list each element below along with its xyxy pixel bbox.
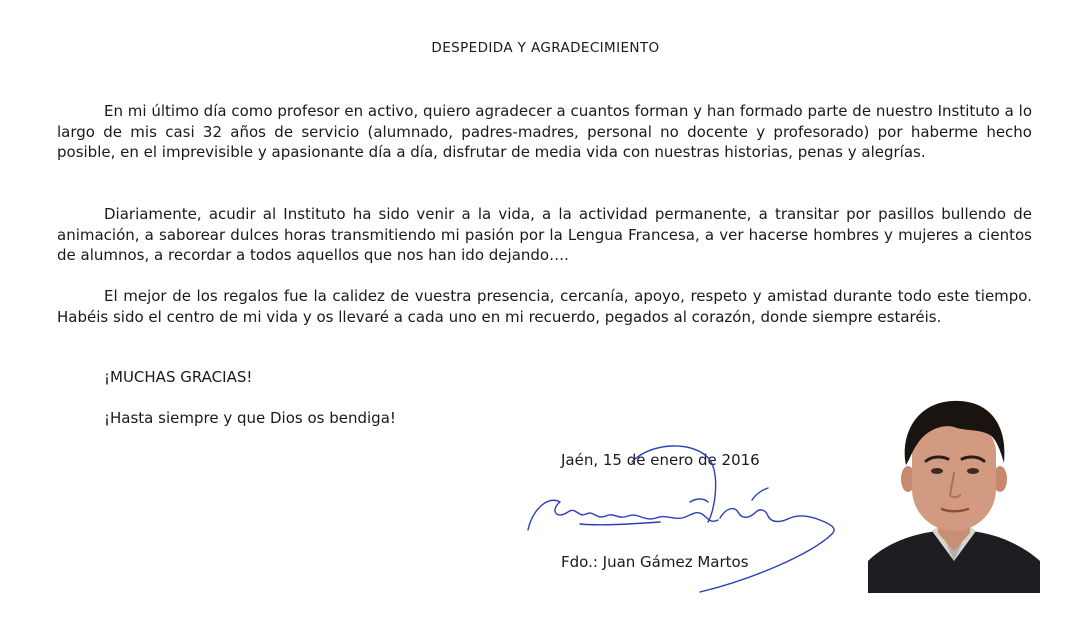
signed-by-line: Fdo.: Juan Gámez Martos (561, 553, 749, 571)
letter-title: DESPEDIDA Y AGRADECIMIENTO (431, 40, 660, 56)
thanks-line: ¡MUCHAS GRACIAS! (104, 368, 253, 386)
signature-icon (520, 440, 850, 600)
date-line: Jaén, 15 de enero de 2016 (561, 451, 760, 469)
farewell-line: ¡Hasta siempre y que Dios os bendiga! (104, 409, 396, 427)
paragraph-2: Diariamente, acudir al Instituto ha sido venir a la vida, a la actividad permanente, a transitar por pasillos bullendo de animación, a saborear dulces horas transmitiendo mi pasión por la Lengua Francesa, a ver hacerse hombres y mujeres a cientos de alumnos, a recordar a todos aquellos que nos han ido dejando…. (57, 205, 1032, 264)
paragraph-3: El mejor de los regalos fue la calidez de vuestra presencia, cercanía, apoyo, respeto y amistad durante todo este tiempo. Habéis sido el centro de mi vida y os llevaré a cada uno en mi recuerdo, pegados al corazón, donde siempre estaréis. (57, 287, 1032, 326)
paragraph-1: En mi último día como profesor en activo, quiero agradecer a cuantos forman y han formado parte de nuestro Instituto a lo largo de mis casi 32 años de servicio (alumnado, padres-madres, personal no docente y profesorado) por haberme hecho posible, en el imprevisible y apasionante día a día, disfrutar de media vida con nuestras historias, penas y alegrías. (57, 102, 1032, 161)
portrait-photo-icon (868, 393, 1040, 593)
